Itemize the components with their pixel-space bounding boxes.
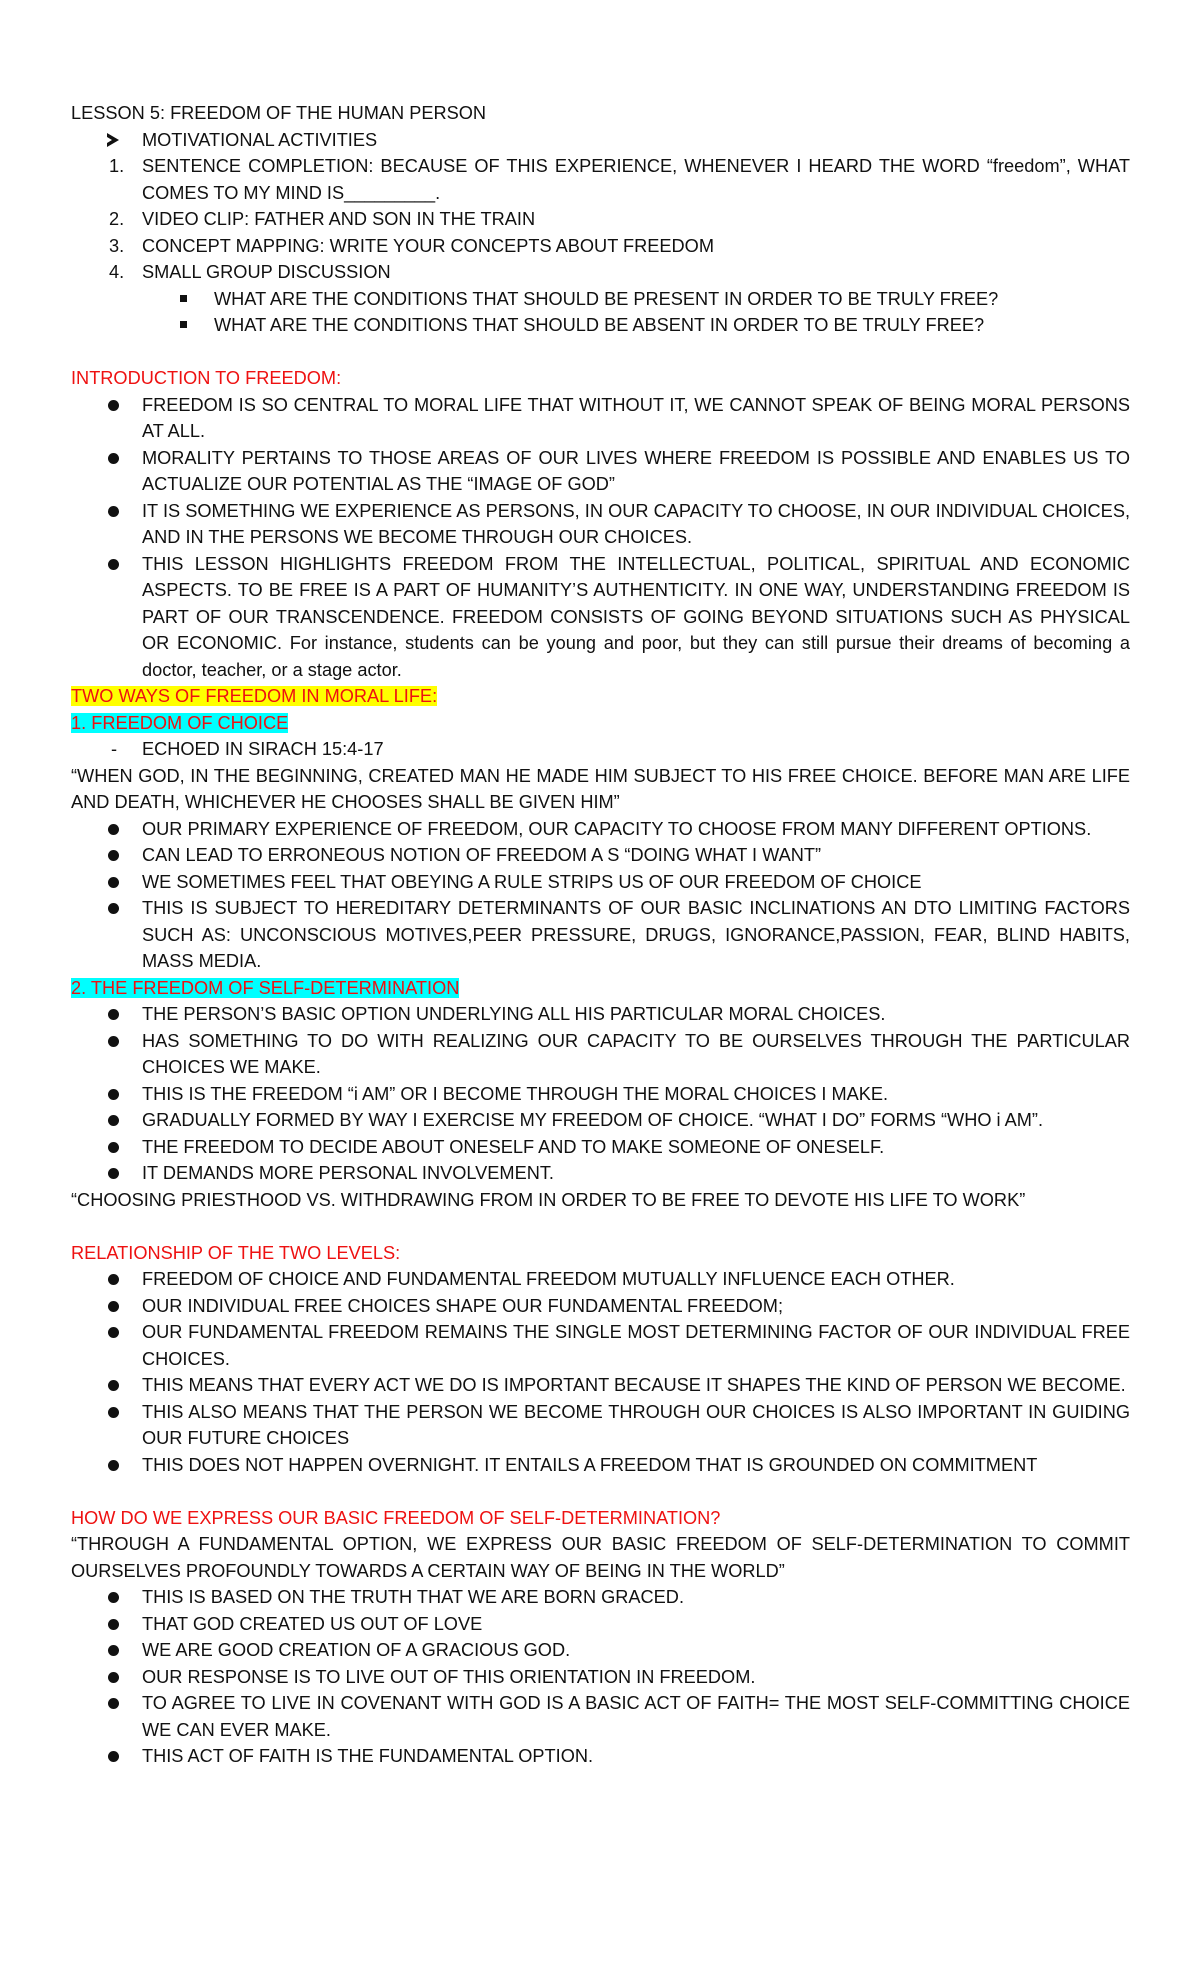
bullet-item: [71, 498, 1130, 551]
round-bullet-icon: [108, 559, 119, 570]
bullet-item: [71, 1134, 1130, 1161]
bullet-text: THIS IS SUBJECT TO HEREDITARY DETERMINANTS OF OUR BASIC INCLINATIONS AN DTO LIMITING FACTORS SUCH AS: UNCONSCIOUS MOTIVES,PEER PRESSURE, DRUGS, IGNORANCE,PASSION, FEAR, BLIND HABITS, MASS MEDIA.: [142, 898, 1130, 971]
numbered-item: [71, 233, 1130, 260]
bullet-item: [71, 842, 1130, 869]
round-bullet-icon: [108, 1168, 119, 1179]
round-bullet-icon: [108, 1089, 119, 1100]
round-bullet-icon: [108, 1645, 119, 1656]
bullet-text: FREEDOM OF CHOICE AND FUNDAMENTAL FREEDOM MUTUALLY INFLUENCE EACH OTHER.: [142, 1269, 955, 1289]
round-bullet-icon: [108, 1274, 119, 1285]
round-bullet-icon: [108, 824, 119, 835]
bullet-item: [71, 1452, 1130, 1479]
bullet-text: IT IS SOMETHING WE EXPERIENCE AS PERSONS, IN OUR CAPACITY TO CHOOSE, IN OUR INDIVIDUAL CHOICES, AND IN THE PERSONS WE BECOME THROUGH OUR CHOICES.: [142, 500, 1130, 547]
bullet-text: THIS MEANS THAT EVERY ACT WE DO IS IMPORTANT BECAUSE IT SHAPES THE KIND OF PERSON WE BECOME.: [142, 1375, 1126, 1395]
bullet-text: THIS IS BASED ON THE TRUTH THAT WE ARE BORN GRACED.: [142, 1587, 684, 1607]
bullet-item: [71, 1372, 1130, 1399]
round-bullet-icon: [108, 506, 119, 517]
numbered-item: [71, 206, 1130, 233]
round-bullet-icon: [108, 1751, 119, 1762]
bullet-text: IT DEMANDS MORE PERSONAL INVOLVEMENT.: [142, 1163, 554, 1183]
sirach-quote: “WHEN GOD, IN THE BEGINNING, CREATED MAN HE MADE HIM SUBJECT TO HIS FREE CHOICE. BEFORE MAN ARE LIFE AND DEATH, WHICHEVER HE CHOOSES SHALL BE GIVEN HIM”: [71, 765, 1130, 812]
two-ways-heading: [71, 683, 1130, 710]
square-bullet-icon: [180, 295, 187, 302]
bullet-item: [71, 1664, 1130, 1691]
bullet-text: THE FREEDOM TO DECIDE ABOUT ONESELF AND TO MAKE SOMEONE OF ONESELF.: [142, 1136, 885, 1157]
freedom-of-choice-heading-text: 1. FREEDOM OF CHOICE: [71, 712, 289, 733]
relationship-heading: RELATIONSHIP OF THE TWO LEVELS:: [71, 1242, 401, 1263]
round-bullet-icon: [108, 1698, 119, 1709]
round-bullet-icon: [108, 850, 119, 861]
bullet-item: [71, 816, 1130, 843]
intro-heading: INTRODUCTION TO FREEDOM:: [71, 368, 342, 388]
round-bullet-icon: [108, 1592, 119, 1603]
bullet-text: THIS DOES NOT HAPPEN OVERNIGHT. IT ENTAILS A FREEDOM THAT IS GROUNDED ON COMMITMENT: [142, 1454, 1038, 1475]
round-bullet-icon: [108, 1142, 119, 1153]
bullet-text: FREEDOM IS SO CENTRAL TO MORAL LIFE THAT WITHOUT IT, WE CANNOT SPEAK OF BEING MORAL PERSONS AT ALL.: [142, 394, 1130, 441]
bullet-item: [71, 392, 1130, 445]
round-bullet-icon: [108, 1009, 119, 1020]
fundamental-option-quote: “THROUGH A FUNDAMENTAL OPTION, WE EXPRESS OUR BASIC FREEDOM OF SELF-DETERMINATION TO COMMIT OURSELVES PROFOUNDLY TOWARDS A CERTAIN WAY OF BEING IN THE WORLD”: [71, 1534, 1130, 1581]
item-number: 3.: [109, 235, 125, 256]
round-bullet-icon: [108, 877, 119, 888]
round-bullet-icon: [108, 903, 119, 914]
round-bullet-icon: [108, 1327, 119, 1338]
bullet-text: OUR RESPONSE IS TO LIVE OUT OF THIS ORIENTATION IN FREEDOM.: [142, 1666, 756, 1687]
motivational-heading-item: [71, 127, 1130, 154]
bullet-text: OUR FUNDAMENTAL FREEDOM REMAINS THE SINGLE MOST DETERMINING FACTOR OF OUR INDIVIDUAL FREE CHOICES.: [142, 1322, 1130, 1369]
item-number: 1.: [109, 156, 125, 176]
dash-marker: -: [111, 739, 118, 759]
bullet-item: [71, 1107, 1130, 1134]
item-text: SMALL GROUP DISCUSSION: [142, 262, 391, 282]
bullet-text: TO AGREE TO LIVE IN COVENANT WITH GOD IS A BASIC ACT OF FAITH= THE MOST SELF-COMMITTING CHOICE WE CAN EVER MAKE.: [142, 1693, 1130, 1740]
two-ways-heading-text: TWO WAYS OF FREEDOM IN MORAL LIFE:: [71, 686, 438, 706]
dash-item: [71, 736, 1130, 763]
bullet-text: CAN LEAD TO ERRONEOUS NOTION OF FREEDOM A S “DOING WHAT I WANT”: [142, 845, 822, 865]
priesthood-quote: “CHOOSING PRIESTHOOD VS. WITHDRAWING FROM IN ORDER TO BE FREE TO DEVOTE HIS LIFE TO WORK”: [71, 1189, 1026, 1210]
bullet-text: MORALITY PERTAINS TO THOSE AREAS OF OUR LIVES WHERE FREEDOM IS POSSIBLE AND ENABLES US TO ACTUALIZE OUR POTENTIAL AS THE “IMAGE OF GOD”: [142, 447, 1130, 494]
bullet-item: [71, 895, 1130, 975]
sub-item-text: WHAT ARE THE CONDITIONS THAT SHOULD BE PRESENT IN ORDER TO BE TRULY FREE?: [214, 288, 999, 309]
bullet-item: [71, 1743, 1130, 1770]
bullet-item: [71, 1611, 1130, 1638]
bullet-text: THIS IS THE FREEDOM “i AM” OR I BECOME THROUGH THE MORAL CHOICES I MAKE.: [142, 1083, 889, 1104]
sub-item-text: WHAT ARE THE CONDITIONS THAT SHOULD BE ABSENT IN ORDER TO BE TRULY FREE?: [214, 315, 985, 335]
round-bullet-icon: [108, 400, 119, 411]
bullet-item: [71, 1399, 1130, 1452]
motivational-heading: MOTIVATIONAL ACTIVITIES: [142, 129, 378, 150]
spacer: [71, 339, 1130, 366]
sub-item: [71, 286, 1130, 313]
round-bullet-icon: [108, 1380, 119, 1391]
bullet-text: OUR PRIMARY EXPERIENCE OF FREEDOM, OUR CAPACITY TO CHOOSE FROM MANY DIFFERENT OPTIONS.: [142, 818, 1092, 839]
bullet-item: [71, 1293, 1130, 1320]
bullet-item: [71, 1266, 1130, 1293]
bullet-text: OUR INDIVIDUAL FREE CHOICES SHAPE OUR FUNDAMENTAL FREEDOM;: [142, 1295, 784, 1316]
spacer: [71, 1478, 1130, 1505]
bullet-text: THE PERSON’S BASIC OPTION UNDERLYING ALL HIS PARTICULAR MORAL CHOICES.: [142, 1004, 886, 1024]
bullet-item: [71, 551, 1130, 684]
square-bullet-icon: [180, 321, 187, 328]
round-bullet-icon: [108, 1672, 119, 1683]
round-bullet-icon: [108, 1407, 119, 1418]
bullet-item: [71, 1001, 1130, 1028]
item-number: 4.: [109, 262, 125, 282]
bullet-item: [71, 445, 1130, 498]
round-bullet-icon: [108, 1036, 119, 1047]
bullet-text: GRADUALLY FORMED BY WAY I EXERCISE MY FREEDOM OF CHOICE. “WHAT I DO” FORMS “WHO i AM”.: [142, 1110, 1044, 1130]
bullet-text: HAS SOMETHING TO DO WITH REALIZING OUR CAPACITY TO BE OURSELVES THROUGH THE PARTICULAR CHOICES WE MAKE.: [142, 1030, 1130, 1077]
dash-text: ECHOED IN SIRACH 15:4-17: [142, 739, 384, 759]
round-bullet-icon: [108, 1460, 119, 1471]
arrow-bullet-icon: [107, 133, 119, 147]
express-heading: HOW DO WE EXPRESS OUR BASIC FREEDOM OF SELF-DETERMINATION?: [71, 1507, 721, 1528]
bullet-item: [71, 1081, 1130, 1108]
bullet-item: [71, 1160, 1130, 1187]
bullet-item: [71, 1690, 1130, 1743]
numbered-item: [71, 153, 1130, 206]
bullet-item: [71, 1584, 1130, 1611]
round-bullet-icon: [108, 1301, 119, 1312]
freedom-of-choice-heading: [71, 710, 1130, 737]
item-number: 2.: [109, 209, 125, 229]
numbered-item: [71, 259, 1130, 286]
bullet-text: THIS ACT OF FAITH IS THE FUNDAMENTAL OPTION.: [142, 1746, 594, 1766]
self-determination-heading-text: 2. THE FREEDOM OF SELF-DETERMINATION: [71, 977, 460, 998]
bullet-text: WE SOMETIMES FEEL THAT OBEYING A RULE STRIPS US OF OUR FREEDOM OF CHOICE: [142, 871, 922, 892]
bullet-item: [71, 1637, 1130, 1664]
round-bullet-icon: [108, 453, 119, 464]
bullet-text: THIS LESSON HIGHLIGHTS FREEDOM FROM THE INTELLECTUAL, POLITICAL, SPIRITUAL AND ECONOMIC ASPECTS. TO BE FREE IS A PART OF HUMANITY’S AUTHENTICITY. IN ONE WAY, UNDERSTANDING FREEDOM IS PART OF OUR TRANSCENDENCE. FREEDOM CONSISTS OF GOING BEYOND SITUATIONS SUCH AS PHYSICAL OR ECONOMIC. For instance, students can be young and poor, but they can still pursue their dreams of becoming a doctor, teacher, or a stage actor.: [142, 553, 1130, 680]
bullet-text: THIS ALSO MEANS THAT THE PERSON WE BECOME THROUGH OUR CHOICES IS ALSO IMPORTANT IN GUIDING OUR FUTURE CHOICES: [142, 1401, 1130, 1448]
bullet-item: [71, 1028, 1130, 1081]
self-determination-heading: [71, 975, 1130, 1002]
item-text: SENTENCE COMPLETION: BECAUSE OF THIS EXPERIENCE, WHENEVER I HEARD THE WORD “freedom”, WHAT COMES TO MY MIND IS_________.: [142, 156, 1130, 203]
bullet-item: [71, 869, 1130, 896]
item-text: CONCEPT MAPPING: WRITE YOUR CONCEPTS ABOUT FREEDOM: [142, 235, 714, 256]
round-bullet-icon: [108, 1115, 119, 1126]
spacer: [71, 1213, 1130, 1240]
item-text: VIDEO CLIP: FATHER AND SON IN THE TRAIN: [142, 209, 536, 229]
bullet-text: WE ARE GOOD CREATION OF A GRACIOUS GOD.: [142, 1640, 571, 1660]
bullet-item: [71, 1319, 1130, 1372]
lesson-title: LESSON 5: FREEDOM OF THE HUMAN PERSON: [71, 103, 487, 123]
bullet-text: THAT GOD CREATED US OUT OF LOVE: [142, 1613, 483, 1634]
round-bullet-icon: [108, 1619, 119, 1630]
sub-item: [71, 312, 1130, 339]
